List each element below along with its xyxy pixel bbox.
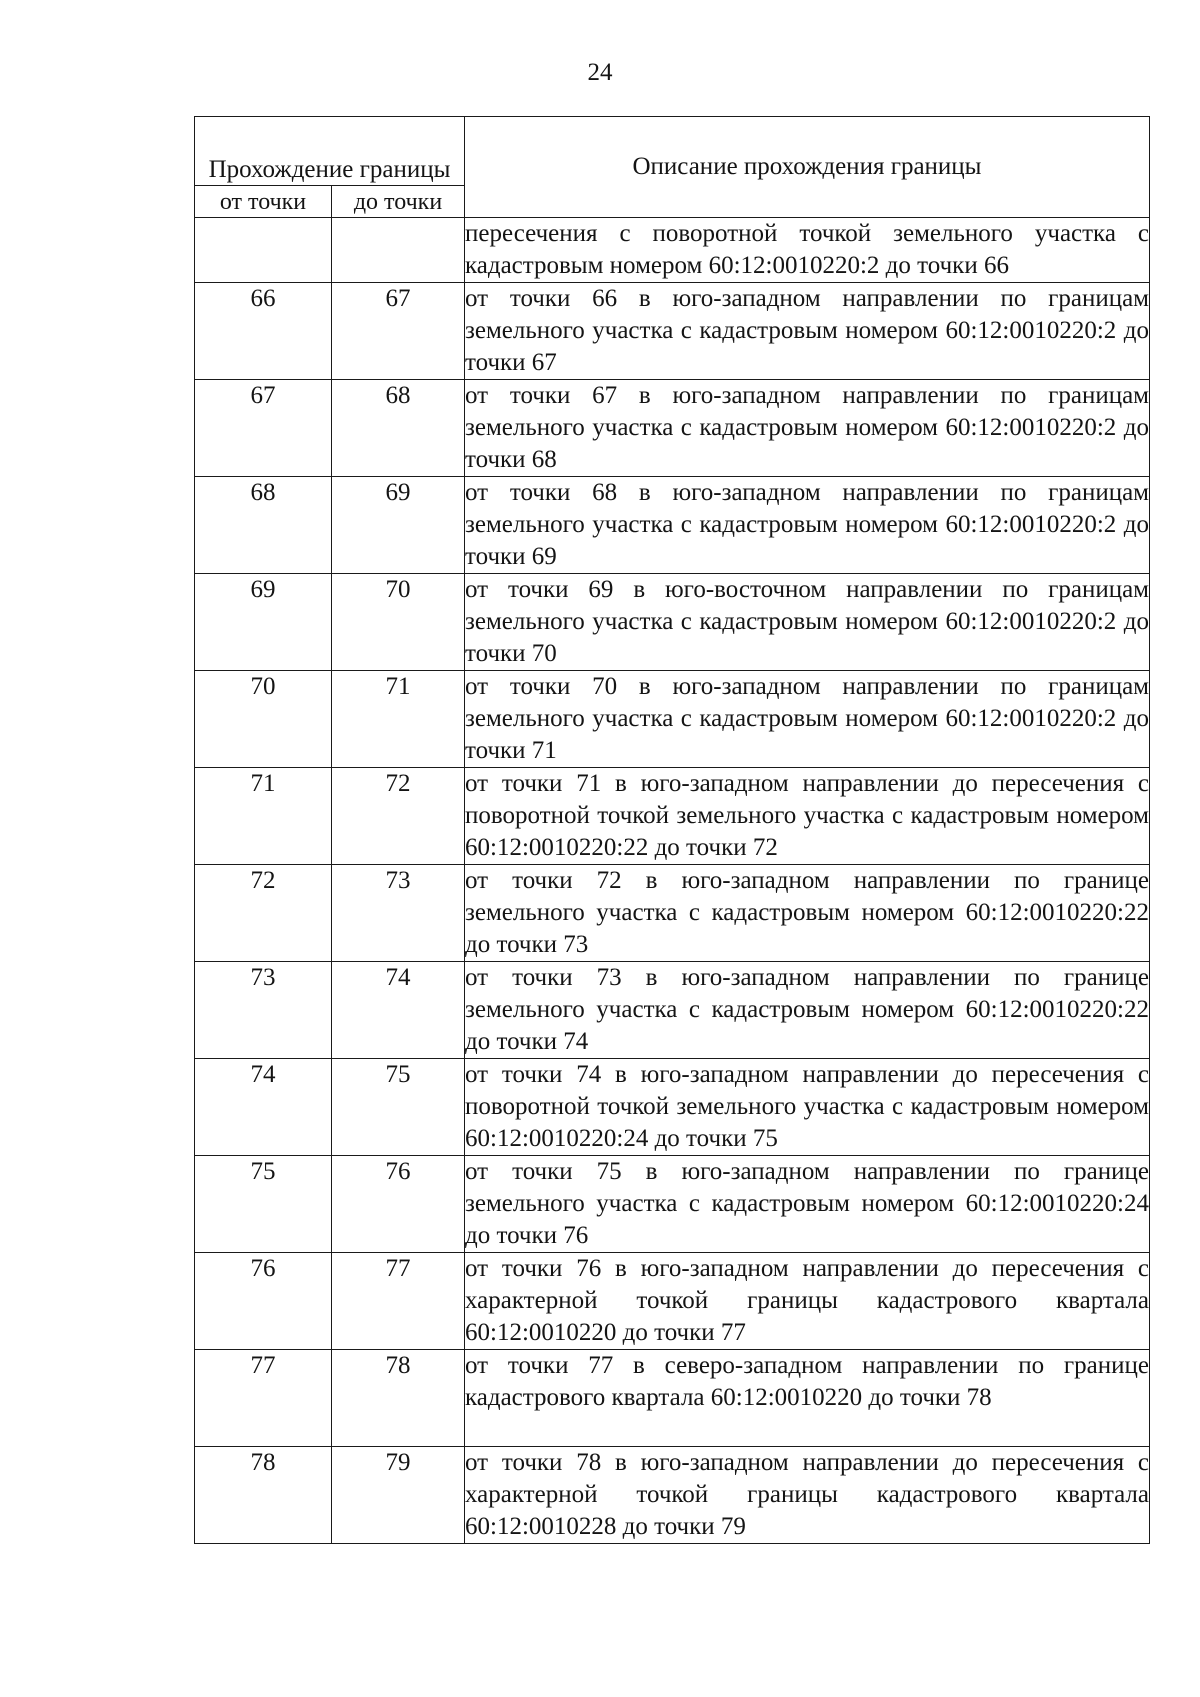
table-row <box>195 574 1150 671</box>
boundary-description-table <box>194 116 1150 1544</box>
description-cell: от точки 70 в юго-западном направлении по границам земельного участка с кадастровым номером 60:12:0010220:2 до точки 71 <box>465 671 1150 768</box>
table-row <box>195 865 1150 962</box>
to-point-cell: 70 <box>332 574 465 671</box>
to-point-cell: 77 <box>332 1253 465 1350</box>
from-point-cell: 74 <box>195 1059 332 1156</box>
from-point-cell: 76 <box>195 1253 332 1350</box>
table-row <box>195 1253 1150 1350</box>
description-cell: от точки 73 в юго-западном направлении по границе земельного участка с кадастровым номером 60:12:0010220:22 до точки 74 <box>465 962 1150 1059</box>
to-point-header: до точки <box>332 186 465 218</box>
page-number: 24 <box>587 59 613 86</box>
table-row <box>195 671 1150 768</box>
description-cell: от точки 76 в юго-западном направлении до пересечения с характерной точкой границы кадастрового квартала 60:12:0010220 до точки 77 <box>465 1253 1150 1350</box>
to-point-cell: 73 <box>332 865 465 962</box>
to-point-cell: 72 <box>332 768 465 865</box>
from-point-cell: 78 <box>195 1447 332 1544</box>
to-point-cell: 79 <box>332 1447 465 1544</box>
description-cell: от точки 69 в юго-восточном направлении по границам земельного участка с кадастровым номером 60:12:0010220:2 до точки 70 <box>465 574 1150 671</box>
to-point-cell: 78 <box>332 1350 465 1447</box>
to-point-cell: 69 <box>332 477 465 574</box>
from-point-cell: 67 <box>195 380 332 477</box>
from-point-cell: 72 <box>195 865 332 962</box>
table-row <box>195 380 1150 477</box>
table-row <box>195 218 1150 283</box>
from-point-cell <box>195 218 332 283</box>
to-point-cell <box>332 218 465 283</box>
from-point-cell: 69 <box>195 574 332 671</box>
description-cell: от точки 71 в юго-западном направлении до пересечения с поворотной точкой земельного участка с кадастровым номером 60:12:0010220:22 до точки 72 <box>465 768 1150 865</box>
description-cell: от точки 75 в юго-западном направлении по границе земельного участка с кадастровым номером 60:12:0010220:24 до точки 76 <box>465 1156 1150 1253</box>
table-row <box>195 1059 1150 1156</box>
from-point-cell: 75 <box>195 1156 332 1253</box>
description-cell: от точки 78 в юго-западном направлении до пересечения с характерной точкой границы кадастрового квартала 60:12:0010228 до точки 79 <box>465 1447 1150 1544</box>
description-cell: от точки 67 в юго-западном направлении по границам земельного участка с кадастровым номером 60:12:0010220:2 до точки 68 <box>465 380 1150 477</box>
from-point-cell: 70 <box>195 671 332 768</box>
description-cell: от точки 74 в юго-западном направлении до пересечения с поворотной точкой земельного участка с кадастровым номером 60:12:0010220:24 до точки 75 <box>465 1059 1150 1156</box>
table-row <box>195 962 1150 1059</box>
table-body <box>195 218 1150 1544</box>
from-point-header: от точки <box>195 186 332 218</box>
table-row <box>195 1156 1150 1253</box>
to-point-cell: 76 <box>332 1156 465 1253</box>
from-point-cell: 68 <box>195 477 332 574</box>
from-point-cell: 73 <box>195 962 332 1059</box>
from-point-cell: 66 <box>195 283 332 380</box>
table-row <box>195 477 1150 574</box>
to-point-cell: 74 <box>332 962 465 1059</box>
description-cell: от точки 66 в юго-западном направлении по границам земельного участка с кадастровым номером 60:12:0010220:2 до точки 67 <box>465 283 1150 380</box>
to-point-cell: 71 <box>332 671 465 768</box>
table-row <box>195 283 1150 380</box>
table-row <box>195 1447 1150 1544</box>
description-cell: от точки 77 в северо-западном направлении по границе кадастрового квартала 60:12:0010220 до точки 78 <box>465 1350 1150 1447</box>
to-point-cell: 75 <box>332 1059 465 1156</box>
boundary-passage-header: Прохождение границы <box>195 117 465 186</box>
table-header <box>195 117 1150 218</box>
to-point-cell: 67 <box>332 283 465 380</box>
from-point-cell: 71 <box>195 768 332 865</box>
from-point-cell: 77 <box>195 1350 332 1447</box>
description-cell: от точки 72 в юго-западном направлении по границе земельного участка с кадастровым номером 60:12:0010220:22 до точки 73 <box>465 865 1150 962</box>
to-point-cell: 68 <box>332 380 465 477</box>
table-row <box>195 768 1150 865</box>
description-header: Описание прохождения границы <box>465 117 1150 218</box>
description-cell: пересечения с поворотной точкой земельного участка с кадастровым номером 60:12:0010220:2 до точки 66 <box>465 218 1150 283</box>
table-row <box>195 1350 1150 1447</box>
description-cell: от точки 68 в юго-западном направлении по границам земельного участка с кадастровым номером 60:12:0010220:2 до точки 69 <box>465 477 1150 574</box>
